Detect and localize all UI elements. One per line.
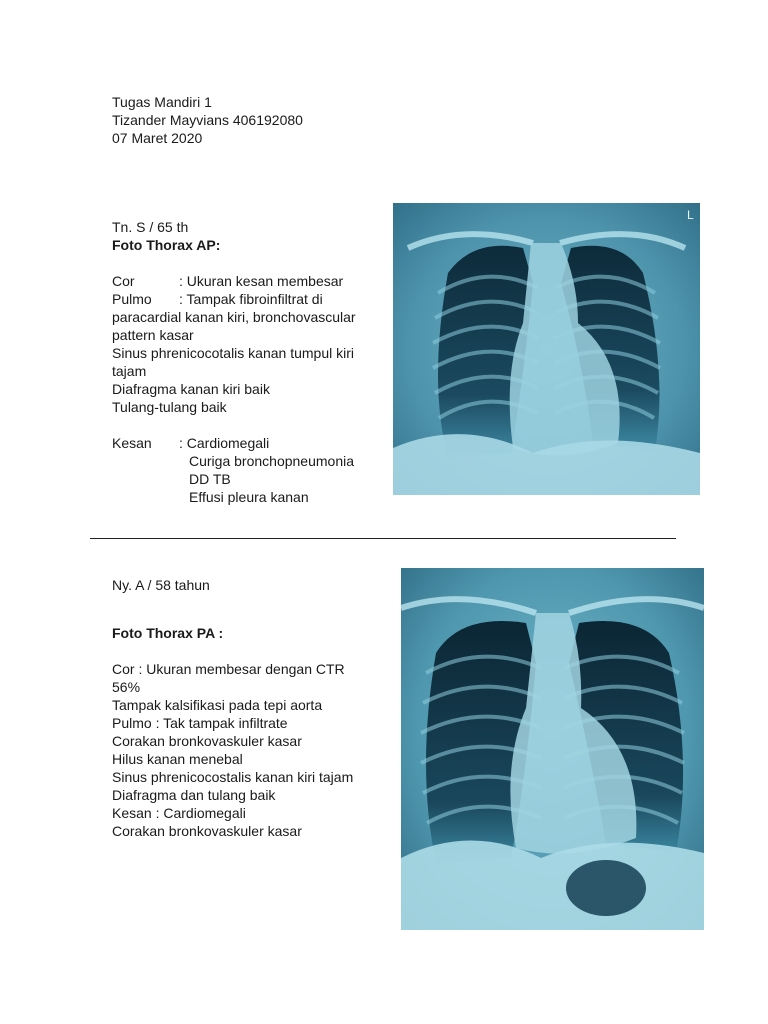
- case1-kesan-continuation: [112, 452, 387, 470]
- case1-pulmo-text: : Tampak fibroinfiltrat di: [179, 291, 323, 307]
- case2-finding-line: Hilus kanan menebal: [112, 751, 243, 767]
- case1-finding-line: tajam: [112, 363, 147, 379]
- case2-finding-line: Tampak kalsifikasi pada tepi aorta: [112, 697, 323, 713]
- case1-kesan-item: Curiga bronchopneumonia: [189, 453, 354, 469]
- assignment-title: Tugas Mandiri 1: [112, 94, 212, 110]
- case1-finding-line: paracardial kanan kiri, bronchovascular: [112, 309, 356, 325]
- case1-pulmo-row: [112, 290, 387, 308]
- case1-cor-text: : Ukuran kesan membesar: [179, 273, 344, 289]
- case1-cor-row: [112, 272, 387, 290]
- case1-xray-image: [393, 203, 700, 495]
- section-divider: [90, 538, 676, 539]
- case1-kesan-continuation: [112, 488, 387, 506]
- case2-finding-line: Diafragma dan tulang baik: [112, 787, 276, 803]
- case1-kesan-continuation: [112, 470, 387, 488]
- case1-kesan-item: : Cardiomegali: [179, 435, 270, 451]
- case1-finding-line: Diafragma kanan kiri baik: [112, 381, 270, 397]
- case1-finding-line: Sinus phrenicocotalis kanan tumpul kiri: [112, 345, 355, 361]
- case1-pulmo-label: Pulmo: [112, 291, 152, 307]
- case1-patient: Tn. S / 65 th: [112, 219, 189, 235]
- chest-xray-pa-graphic: [401, 568, 704, 930]
- student-name: Tizander Mayvians 406192080: [112, 112, 303, 128]
- case1-finding-line: Tulang-tulang baik: [112, 399, 227, 415]
- case1-kesan-item: Effusi pleura kanan: [189, 489, 309, 505]
- case2-finding-line: Kesan : Cardiomegali: [112, 805, 246, 821]
- image-side-marker: L: [687, 208, 694, 222]
- case2-finding-line: Sinus phrenicocostalis kanan kiri tajam: [112, 769, 354, 785]
- case1-kesan-label: Kesan: [112, 435, 152, 451]
- case1-kesan-item: DD TB: [189, 471, 231, 487]
- case1-heading: Foto Thorax AP:: [112, 237, 221, 253]
- case1-cor-label: Cor: [112, 273, 135, 289]
- case2-report: [112, 576, 392, 840]
- document-date: 07 Maret 2020: [112, 130, 203, 146]
- case2-finding-line: Pulmo : Tak tampak infiltrate: [112, 715, 288, 731]
- case1-report: [112, 218, 387, 506]
- case1-kesan-row: [112, 434, 387, 452]
- case2-finding-line: Cor : Ukuran membesar dengan CTR: [112, 661, 345, 677]
- case2-patient: Ny. A / 58 tahun: [112, 577, 210, 593]
- case1-finding-line: pattern kasar: [112, 327, 194, 343]
- document-header: [112, 93, 303, 147]
- case2-xray-image: [401, 568, 704, 930]
- case2-finding-line: 56%: [112, 679, 141, 695]
- case2-finding-line: Corakan bronkovaskuler kasar: [112, 823, 302, 839]
- chest-xray-ap-graphic: [393, 203, 700, 495]
- case2-heading: Foto Thorax PA :: [112, 625, 224, 641]
- case2-finding-line: Corakan bronkovaskuler kasar: [112, 733, 302, 749]
